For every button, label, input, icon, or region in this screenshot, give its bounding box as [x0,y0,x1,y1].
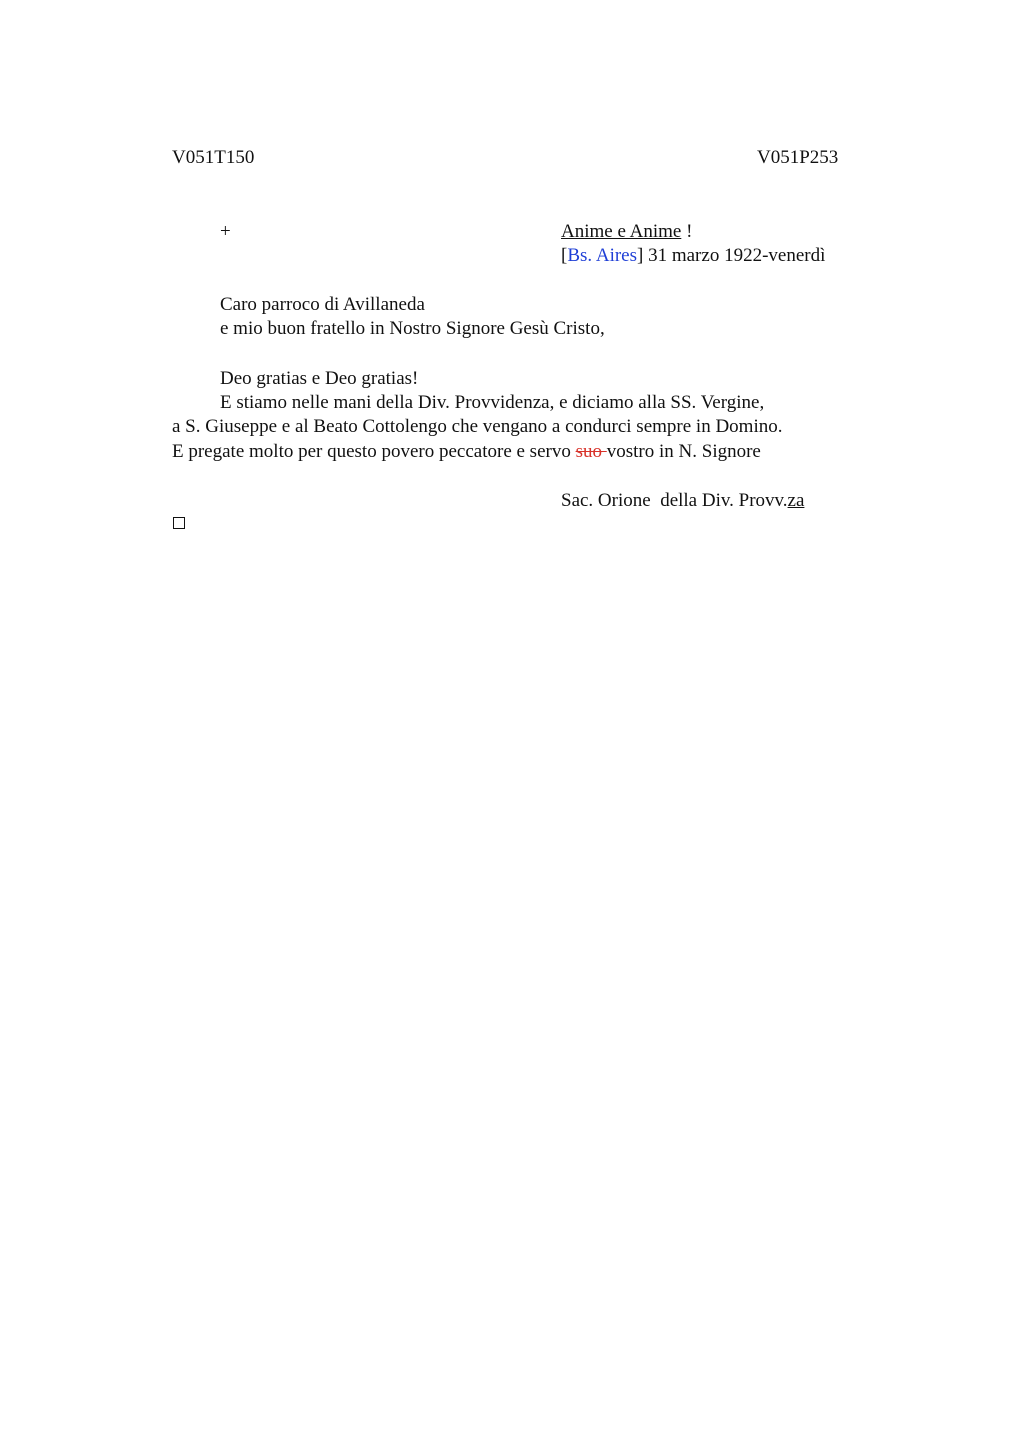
document-code-right: V051P253 [757,147,839,168]
bracket-close: ] [637,245,644,266]
signature-text: Sac. Orione della Div. Provv. [561,490,788,511]
body-line-2: E stiamo nelle mani della Div. Provvidenza, e diciamo alla SS. Vergine, [220,392,765,413]
body-line-3: a S. Giuseppe e al Beato Cottolengo che vengano a condurci sempre in Domino. [172,416,783,437]
deleted-word: suo [575,441,607,462]
letter-date: 31 marzo 1922-venerdì [643,245,826,266]
document-code-left: V051T150 [172,147,255,168]
motto-mark: ! [681,221,693,242]
checkbox-square-icon [173,517,185,529]
signature-suffix: za [787,490,805,511]
motto-line [561,220,692,244]
salutation-line-1: Caro parroco di Avillaneda [220,294,425,315]
place-date-line [561,244,825,268]
motto-text: Anime e Anime [561,221,682,242]
salutation-line-2: e mio buon fratello in Nostro Signore Gesù Cristo, [220,318,605,339]
bracket-open: [ [561,245,568,266]
place-name: Bs. Aires [567,245,638,266]
body-line-4 [172,440,761,464]
signature [561,489,804,513]
body-line-1: Deo gratias e Deo gratias! [220,368,419,389]
cross-mark: + [220,221,231,242]
body-line-4-start: E pregate molto per questo povero peccatore e servo [172,441,576,462]
body-line-4-end: vostro in N. Signore [606,441,761,462]
